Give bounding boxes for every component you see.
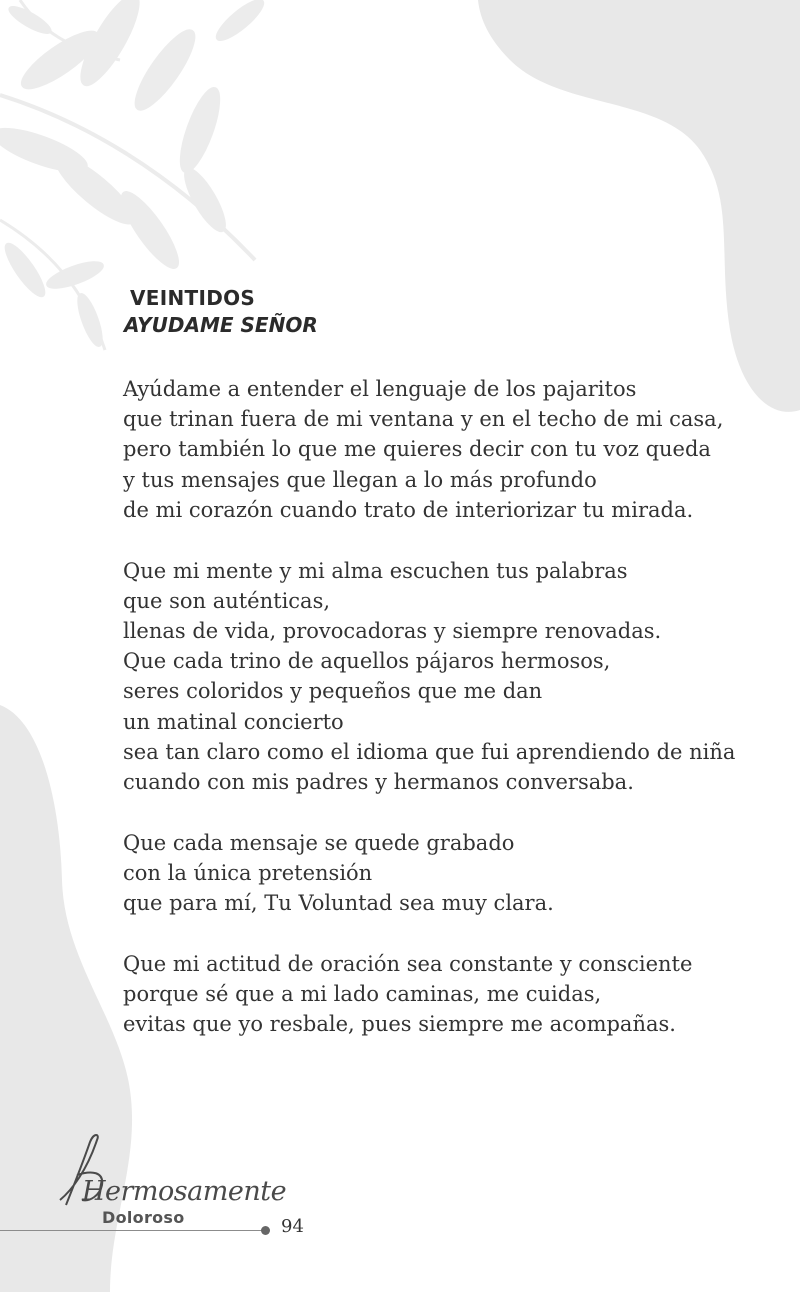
page-number: 94 (281, 1216, 304, 1237)
poem-line: Ayúdame a entender el lenguaje de los pajaritos (123, 377, 637, 401)
poem-line: de mi corazón cuando trato de interiorizar tu mirada. (123, 497, 694, 522)
poem-line: que para mí, Tu Voluntad sea muy clara. (123, 891, 554, 916)
poem-line: un matinal concierto (123, 709, 344, 734)
poem-line: Que cada mensaje se quede grabado (123, 830, 515, 855)
footer-rule (0, 1230, 265, 1231)
poem-heading (124, 286, 318, 340)
brand-subtitle: Doloroso (102, 1208, 185, 1227)
stanza (123, 828, 783, 919)
poem-line: Que cada trino de aquellos pájaros hermosos, (123, 649, 611, 674)
poem-line: pero también lo que me quieres decir con tu voz queda (123, 437, 711, 462)
poem-number: VEINTIDOS (130, 286, 256, 310)
brand-script-word: Hermosamente (82, 1176, 287, 1207)
poem-line: Que mi mente y mi alma escuchen tus palabras (123, 558, 628, 583)
poem-body (123, 374, 783, 1070)
poem-line: cuando con mis padres y hermanos conversaba. (123, 770, 634, 795)
footer-rule-dot (261, 1226, 270, 1235)
poem-line: con la única pretensión (123, 861, 373, 886)
poem-line: que son auténticas, (123, 588, 331, 613)
stanza (123, 374, 783, 525)
poem-line: porque sé que a mi lado caminas, me cuidas, (123, 982, 602, 1007)
poem-title: AYUDAME SEÑOR (124, 313, 318, 337)
poem-line: Que mi actitud de oración sea constante y consciente (123, 952, 693, 977)
poem-line: sea tan claro como el idioma que fui aprendiendo de niña (123, 739, 736, 764)
stanza (123, 949, 783, 1040)
poem-line: evitas que yo resbale, pues siempre me acompañas. (123, 1012, 676, 1037)
poem-line: seres coloridos y pequeños que me dan (123, 679, 543, 704)
stanza (123, 556, 783, 798)
poem-line: llenas de vida, provocadoras y siempre renovadas. (123, 619, 662, 644)
poem-line: que trinan fuera de mi ventana y en el techo de mi casa, (123, 407, 724, 432)
poem-line: y tus mensajes que llegan a lo más profundo (123, 467, 597, 492)
top-right-blob-shape (478, 0, 800, 412)
